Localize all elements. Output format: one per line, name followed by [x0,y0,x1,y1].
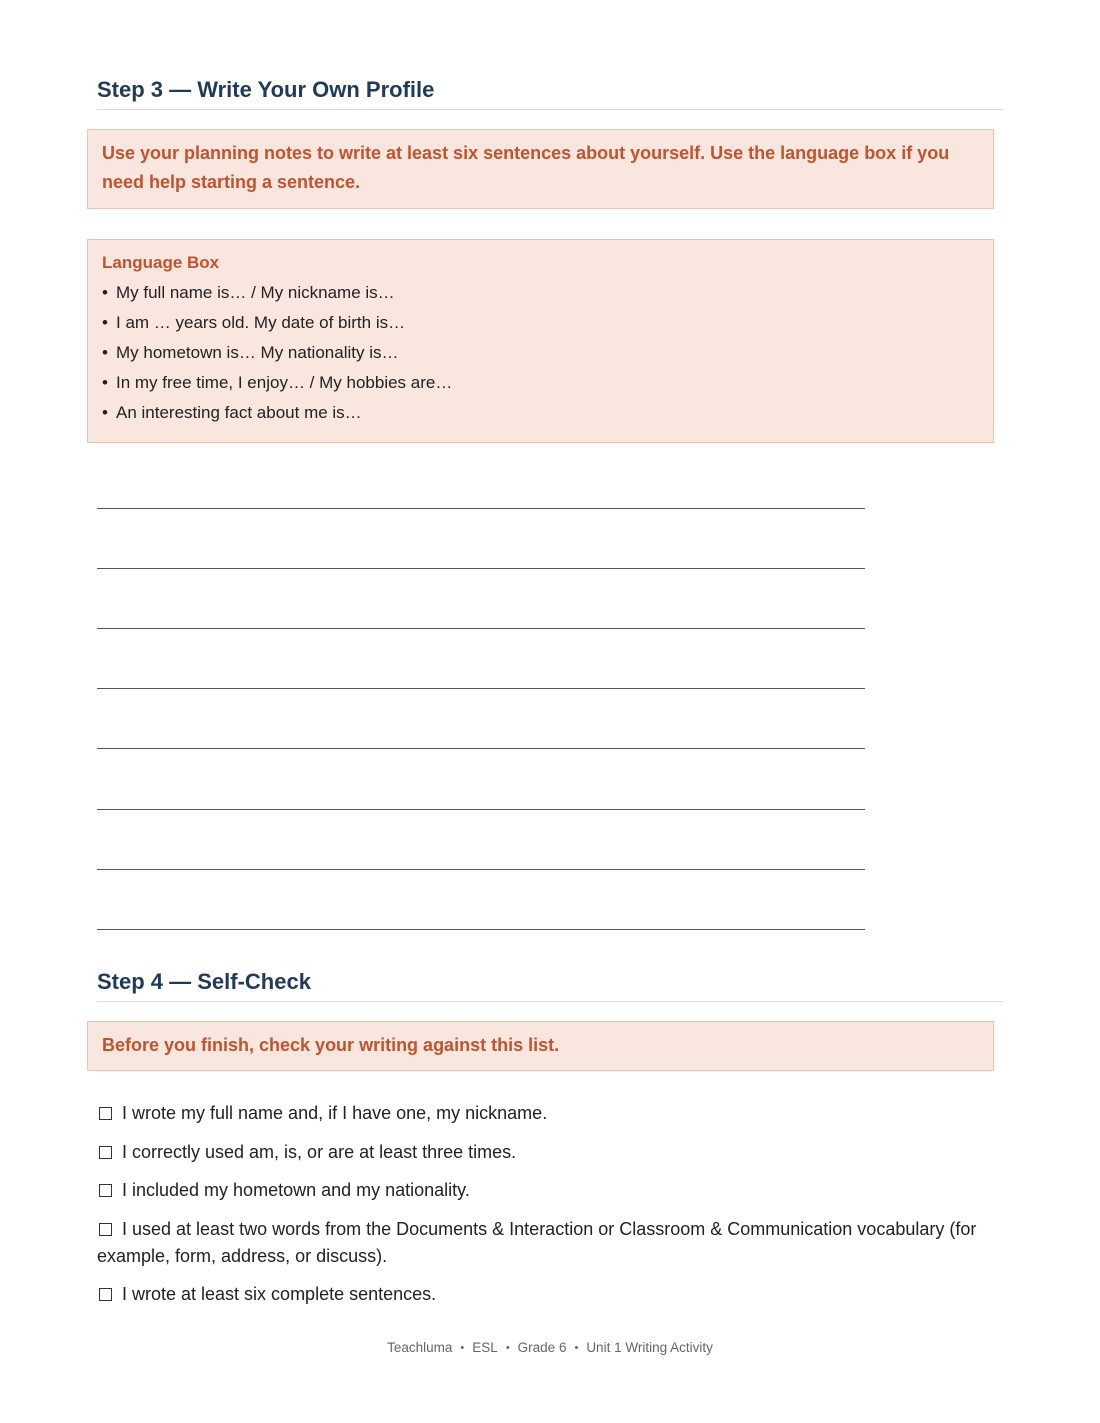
checkbox-icon[interactable] [99,1223,112,1236]
footer-unit: Unit 1 Writing Activity [586,1340,713,1355]
footer-separator: • [460,1342,465,1354]
language-box-item [102,398,979,428]
checkbox-icon[interactable] [99,1184,112,1197]
checklist-item [97,1100,1003,1127]
writing-line[interactable] [97,929,865,930]
language-box [87,239,994,443]
language-box-item-text: My full name is… / My nickname is… [116,283,395,302]
checklist-item-text: I correctly used am, is, or are at least three times. [122,1141,517,1162]
writing-line[interactable] [97,628,865,629]
checklist-item-text: I included my hometown and my nationality. [122,1180,470,1200]
checklist-item [97,1177,1003,1204]
checkbox-icon[interactable] [99,1288,112,1301]
footer-separator: • [574,1342,579,1354]
checkbox-icon[interactable] [99,1107,112,1120]
bullet-icon: • [102,373,108,392]
language-box-item-text: My hometown is… My nationality is… [116,343,399,362]
language-box-title: Language Box [102,253,220,272]
language-box-item [102,338,979,368]
checklist-item-text: I wrote at least six complete sentences. [122,1284,437,1304]
bullet-icon: • [102,403,108,422]
language-box-item-text: I am … years old. My date of birth is… [116,313,406,332]
language-box-item-text: In my free time, I enjoy… / My hobbies are… [116,373,453,392]
footer-separator: • [505,1342,510,1354]
bullet-icon: • [102,313,108,332]
writing-line[interactable] [97,568,865,569]
step-3-heading: Step 3 — Write Your Own Profile [97,77,1003,110]
step-3-instruction: Use your planning notes to write at least six sentences about yourself. Use the language box if you need help starting a sentence. [102,143,950,192]
writing-line[interactable] [97,508,865,509]
step-4-instruction: Before you finish, check your writing against this list. [102,1035,560,1055]
footer-subject: ESL [472,1340,498,1355]
checklist-item-text: I wrote my full name and, if I have one, my nickname. [122,1103,548,1123]
step-4-instruction-box [87,1021,994,1071]
writing-line[interactable] [97,809,865,810]
step-3-instruction-box [87,129,994,209]
step-4-heading: Step 4 — Self-Check [97,969,1003,1002]
checkbox-icon[interactable] [99,1146,112,1159]
checklist-item [97,1281,1003,1308]
language-box-list [102,278,979,428]
bullet-icon: • [102,283,108,302]
writing-line[interactable] [97,869,865,870]
checklist-item [97,1216,1003,1270]
writing-line[interactable] [97,688,865,689]
self-check-list [97,1100,1003,1320]
bullet-icon: • [102,343,108,362]
checklist-item [97,1139,1003,1166]
footer-brand: Teachluma [387,1340,453,1355]
language-box-item-text: An interesting fact about me is… [116,403,362,422]
language-box-item [102,278,979,308]
footer-grade: Grade 6 [517,1340,567,1355]
language-box-item [102,308,979,338]
checklist-item-text: I used at least two words from the Documents & Interaction or Classroom & Communication vocabulary (for example, form, address, or discuss). [97,1218,977,1266]
page-footer [0,1338,1100,1358]
language-box-item [102,368,979,398]
writing-line[interactable] [97,748,865,749]
